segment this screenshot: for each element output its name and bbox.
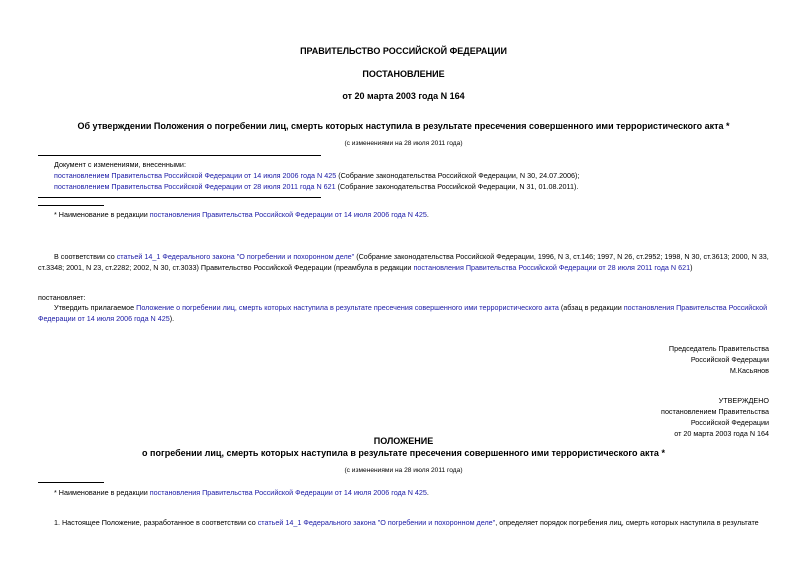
document-title: Об утверждении Положения о погребении лиц, смерть которых наступила в результате пресечения совершенного ими террористического акта * xyxy=(77,121,730,131)
amendment-note: (с изменениями на 28 июля 2011 года) xyxy=(344,140,463,147)
footnote-separator xyxy=(38,205,104,206)
approved-line-4: от 20 марта 2003 года N 164 xyxy=(674,429,769,438)
regulation-subtitle: о погребении лиц, смерть которых наступила в результате пресечения совершенного ими террористического акта * xyxy=(142,448,665,458)
separator-line xyxy=(38,155,321,156)
preamble-resolution-link[interactable]: постановления Правительства Российской Федерации от 28 июля 2011 года N 621 xyxy=(413,262,691,272)
footnote-1: * Наименование в редакции постановления Правительства Российской Федерации от 14 июля 2006 года N 425. xyxy=(54,210,429,219)
resolves-label: постановляет: xyxy=(38,293,86,302)
signature-line-1: Председатель Правительства xyxy=(668,344,769,353)
signature-name: М.Касьянов xyxy=(729,366,769,375)
signature-line-2: Российской Федерации xyxy=(690,355,769,364)
separator-line xyxy=(38,197,321,198)
changes-item-2: постановлением Правительства Российской Федерации от 28 июля 2011 года N 621 (Собрание законодательства Российской Федерации, N 31, 01.08.2011). xyxy=(54,182,579,191)
document-date-number: от 20 марта 2003 года N 164 xyxy=(342,91,465,101)
changes-intro: Документ с изменениями, внесенными: xyxy=(54,160,186,169)
footnote-separator xyxy=(38,482,104,483)
regulation-title: ПОЛОЖЕНИЕ xyxy=(373,436,434,446)
approved-label: УТВЕРЖДЕНО xyxy=(718,396,769,405)
government-title: ПРАВИТЕЛЬСТВО РОССИЙСКОЙ ФЕДЕРАЦИИ xyxy=(300,46,507,56)
footnote-1-link[interactable]: постановления Правительства Российской Федерации от 14 июля 2006 года N 425 xyxy=(149,210,427,219)
clause-1: 1. Настоящее Положение, разработанное в соответствии со статьей 14_1 Федерального закона "О погребении и похоронном деле", определяет порядок погребения лиц, смерть которых наступила в результате xyxy=(54,518,759,527)
clause-1-law-link[interactable]: статьей 14_1 Федерального закона "О погребении и похоронном деле" xyxy=(257,518,496,527)
approve-paragraph: Утвердить прилагаемое Положение о погребении лиц, смерть которых наступила в результате пресечения совершенного ими террористического акта (абзац в редакции постановления Правительства Российской Федерации от 14 июля 2006 года N 425). xyxy=(38,303,768,323)
preamble-law-link[interactable]: статьей 14_1 Федерального закона "О погребении и похоронном деле" xyxy=(116,252,355,261)
approved-line-2: постановлением Правительства xyxy=(661,407,769,416)
changes-item-1: постановлением Правительства Российской Федерации от 14 июля 2006 года N 425 (Собрание законодательства Российской Федерации, N 30, 24.07.2006); xyxy=(54,171,580,180)
changes-item-2-link[interactable]: постановлением Правительства Российской Федерации от 28 июля 2011 года N 621 xyxy=(54,182,336,191)
approved-block xyxy=(661,395,769,439)
signature-block xyxy=(669,343,769,376)
approve-resolution-link[interactable]: постановления Правительства Российской Федерации от 14 июля 2006 года N 425 xyxy=(38,303,768,323)
regulation-amendment-note: (с изменениями на 28 июля 2011 года) xyxy=(344,467,463,474)
preamble-paragraph: В соответствии со статьей 14_1 Федерального закона "О погребении и похоронном деле" (Собрание законодательства Российской Федерации, 1996, N 3, ст.146; 1997, N 26, ст.2952; 1998, N 30, ст.3613; 2000, N 33, ст.3348; 2001, N 23, ст.2282; 2002, N 30, ст.3033) Правительство Российской Федерации (преамбула в редакции постановления Правительства Российской Федерации от 28 июля 2011 года N 621) xyxy=(38,252,769,272)
changes-item-1-link[interactable]: постановлением Правительства Российской Федерации от 14 июля 2006 года N 425 xyxy=(54,171,337,180)
regulation-link[interactable]: Положение о погребении лиц, смерть которых наступила в результате пресечения совершенного ими террористического акта xyxy=(136,303,559,312)
footnote-2-link[interactable]: постановления Правительства Российской Федерации от 14 июля 2006 года N 425 xyxy=(149,488,427,497)
approved-line-3: Российской Федерации xyxy=(690,418,769,427)
footnote-2: * Наименование в редакции постановления Правительства Российской Федерации от 14 июля 2006 года N 425. xyxy=(54,488,429,497)
document-type: ПОСТАНОВЛЕНИЕ xyxy=(362,69,445,79)
